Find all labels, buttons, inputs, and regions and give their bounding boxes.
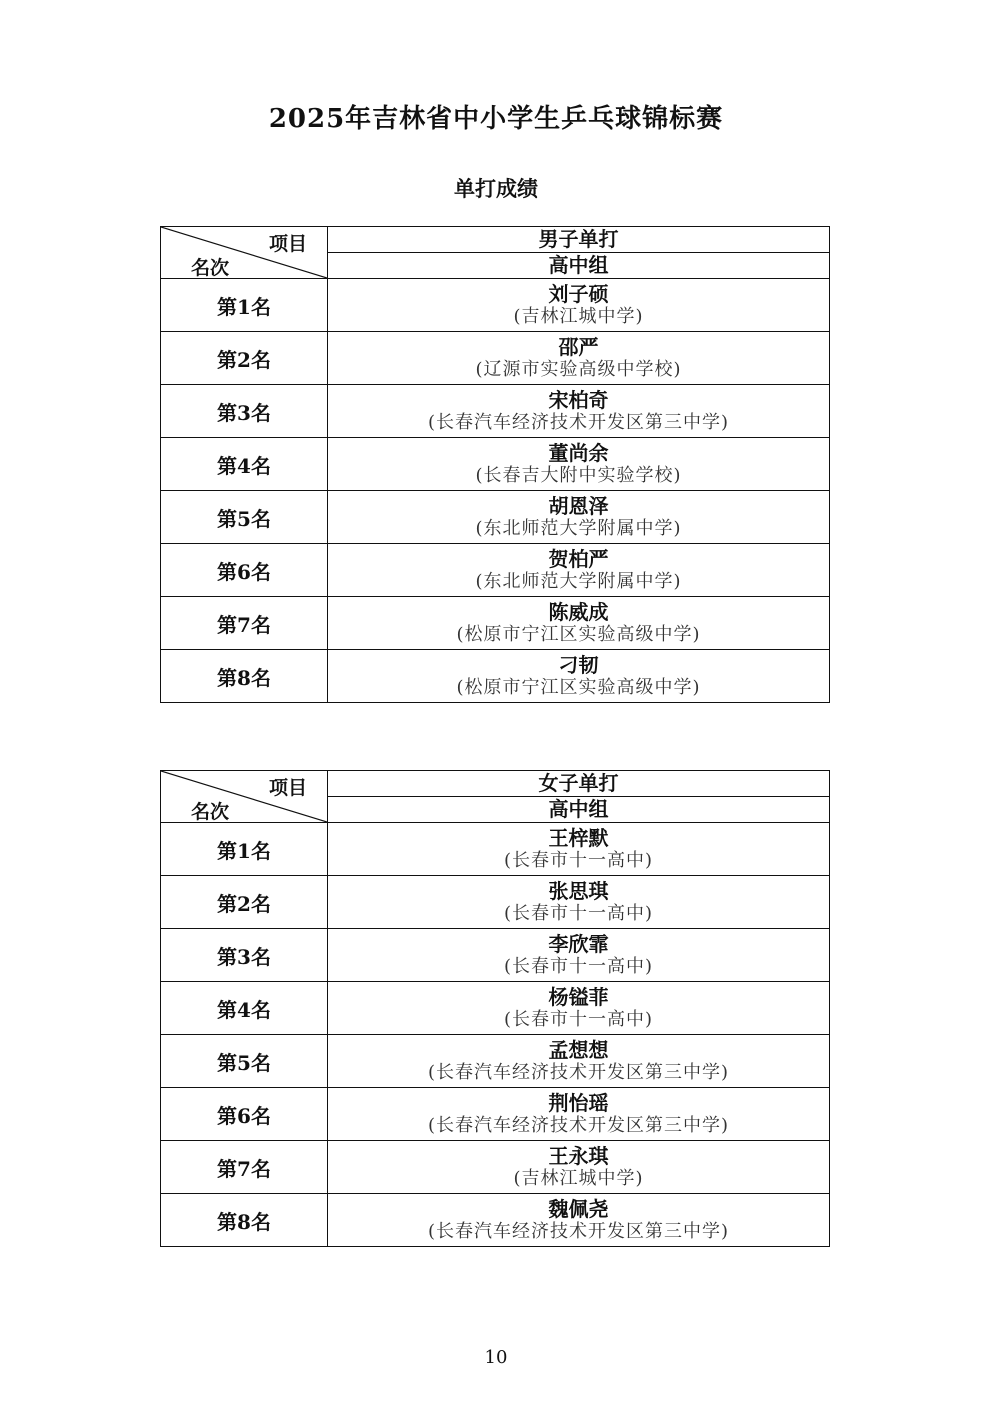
table-row bbox=[161, 823, 830, 876]
rank-cell: 第2名 bbox=[161, 876, 328, 929]
school-name: (松原市宁江区实验高级中学) bbox=[456, 677, 701, 699]
player-name: 孟想想 bbox=[548, 1038, 609, 1063]
entry-cell bbox=[328, 650, 830, 703]
entry-cell bbox=[328, 982, 830, 1035]
corner-label-event: 项目 bbox=[268, 777, 307, 799]
page-title: 2025年吉林省中小学生乒乓球锦标赛 bbox=[268, 104, 724, 134]
entry-cell bbox=[328, 1035, 830, 1088]
corner-label-event: 项目 bbox=[268, 233, 307, 255]
school-name: (吉林江城中学) bbox=[513, 306, 644, 328]
rank-cell: 第2名 bbox=[161, 332, 328, 385]
player-name: 贺柏严 bbox=[548, 547, 609, 572]
player-name: 宋柏奇 bbox=[548, 388, 609, 413]
rank-cell: 第3名 bbox=[161, 385, 328, 438]
entry-cell bbox=[328, 279, 830, 332]
entry-cell bbox=[328, 823, 830, 876]
school-name: (东北师范大学附属中学) bbox=[475, 571, 682, 593]
entry-cell bbox=[328, 438, 830, 491]
rank-cell: 第4名 bbox=[161, 438, 328, 491]
player-name: 刘子硕 bbox=[548, 282, 609, 307]
page-number: 10 bbox=[484, 1347, 508, 1368]
rank-cell: 第7名 bbox=[161, 597, 328, 650]
player-name: 张思琪 bbox=[548, 879, 609, 904]
school-name: (东北师范大学附属中学) bbox=[475, 518, 682, 540]
school-name: (吉林江城中学) bbox=[513, 1168, 644, 1190]
event-header: 女子单打 bbox=[328, 771, 830, 797]
player-name: 陈威成 bbox=[548, 600, 609, 625]
table-row bbox=[161, 332, 830, 385]
table-corner-header bbox=[161, 227, 328, 279]
table-row bbox=[161, 385, 830, 438]
table-row bbox=[161, 597, 830, 650]
table-row bbox=[161, 1035, 830, 1088]
rank-cell: 第7名 bbox=[161, 1141, 328, 1194]
school-name: (辽源市实验高级中学校) bbox=[475, 359, 682, 381]
player-name: 魏佩尧 bbox=[548, 1197, 609, 1222]
table-row bbox=[161, 491, 830, 544]
womens-singles-table bbox=[160, 770, 830, 1247]
school-name: (长春吉大附中实验学校) bbox=[475, 465, 682, 487]
player-name: 刁韧 bbox=[558, 653, 599, 678]
rank-cell: 第3名 bbox=[161, 929, 328, 982]
entry-cell bbox=[328, 597, 830, 650]
entry-cell bbox=[328, 491, 830, 544]
table-row bbox=[161, 1141, 830, 1194]
entry-cell bbox=[328, 1141, 830, 1194]
table-corner-header bbox=[161, 771, 328, 823]
school-name: (长春汽车经济技术开发区第三中学) bbox=[427, 1062, 730, 1084]
entry-cell bbox=[328, 876, 830, 929]
table-row bbox=[161, 650, 830, 703]
player-name: 王永琪 bbox=[548, 1144, 609, 1169]
rank-cell: 第6名 bbox=[161, 544, 328, 597]
player-name: 荆怡瑶 bbox=[548, 1091, 609, 1116]
entry-cell bbox=[328, 332, 830, 385]
school-name: (长春市十一高中) bbox=[503, 850, 654, 872]
entry-cell bbox=[328, 544, 830, 597]
rank-cell: 第1名 bbox=[161, 279, 328, 332]
entry-cell bbox=[328, 1088, 830, 1141]
rank-cell: 第8名 bbox=[161, 1194, 328, 1247]
rank-cell: 第5名 bbox=[161, 1035, 328, 1088]
school-name: (长春汽车经济技术开发区第三中学) bbox=[427, 1221, 730, 1243]
school-name: (松原市宁江区实验高级中学) bbox=[456, 624, 701, 646]
player-name: 胡恩泽 bbox=[548, 494, 609, 519]
section-subtitle: 单打成绩 bbox=[454, 176, 538, 201]
school-name: (长春市十一高中) bbox=[503, 903, 654, 925]
corner-label-rank: 名次 bbox=[191, 801, 230, 823]
event-header: 男子单打 bbox=[328, 227, 830, 253]
rank-cell: 第6名 bbox=[161, 1088, 328, 1141]
mens-singles-table bbox=[160, 226, 830, 703]
corner-label-rank: 名次 bbox=[191, 257, 230, 279]
table-row bbox=[161, 438, 830, 491]
rank-cell: 第5名 bbox=[161, 491, 328, 544]
school-name: (长春汽车经济技术开发区第三中学) bbox=[427, 1115, 730, 1137]
player-name: 杨镒菲 bbox=[548, 985, 609, 1010]
player-name: 李欣霏 bbox=[548, 932, 609, 957]
entry-cell bbox=[328, 385, 830, 438]
school-name: (长春汽车经济技术开发区第三中学) bbox=[427, 412, 730, 434]
table-row bbox=[161, 544, 830, 597]
table-row bbox=[161, 982, 830, 1035]
table-row bbox=[161, 279, 830, 332]
table-row bbox=[161, 876, 830, 929]
player-name: 王梓默 bbox=[548, 826, 609, 851]
table-row bbox=[161, 1088, 830, 1141]
school-name: (长春市十一高中) bbox=[503, 1009, 654, 1031]
group-header: 高中组 bbox=[328, 797, 830, 823]
table-row bbox=[161, 929, 830, 982]
rank-cell: 第8名 bbox=[161, 650, 328, 703]
entry-cell bbox=[328, 1194, 830, 1247]
group-header: 高中组 bbox=[328, 253, 830, 279]
table-row bbox=[161, 1194, 830, 1247]
rank-cell: 第1名 bbox=[161, 823, 328, 876]
rank-cell: 第4名 bbox=[161, 982, 328, 1035]
player-name: 邵严 bbox=[558, 335, 599, 360]
player-name: 董尚余 bbox=[548, 441, 609, 466]
entry-cell bbox=[328, 929, 830, 982]
school-name: (长春市十一高中) bbox=[503, 956, 654, 978]
